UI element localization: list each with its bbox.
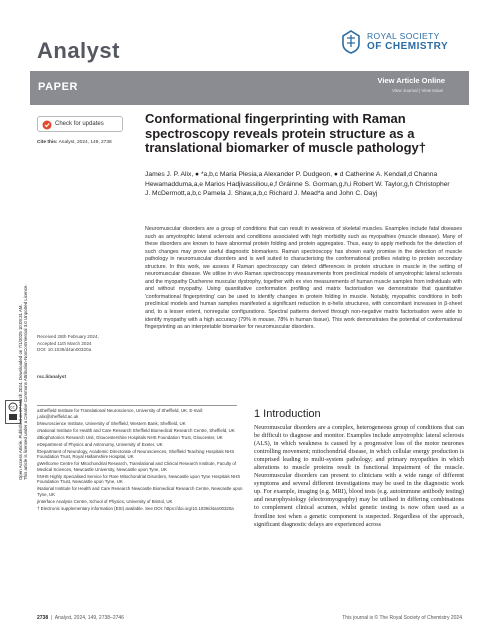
- licence-line-2[interactable]: This article is licensed under a Creative Commons Attribution-NonCommercial 3.0 Unported Licence.: [23, 284, 28, 480]
- view-journal-link[interactable]: View Journal | View Issue: [391, 88, 443, 93]
- publisher-line-2: OF CHEMISTRY: [367, 41, 449, 52]
- citation: [37, 140, 112, 145]
- rsc-crest-icon: [341, 30, 361, 54]
- affiliation-item: gWellcome Centre for Mitochondrial Research, Translational and Clinical Research Institute, Faculty of Medical Sciences, Newcastle University, Newcastle upon Tyne, UK: [37, 461, 237, 472]
- received-date: Received 28th February 2024,: [37, 334, 99, 339]
- view-article-online-link[interactable]: View Article Online: [377, 76, 445, 85]
- licence-text: [18, 150, 28, 480]
- article-dates: [37, 334, 99, 354]
- footer-journal-note: This journal is © The Royal Society of Chemistry 2024: [342, 615, 462, 621]
- esi-note[interactable]: † Electronic supplementary information (ESI) available. See DOI: https://doi.org/10.1039/d4an00320a: [37, 505, 234, 511]
- journal-link[interactable]: rsc.li/analyst: [37, 375, 67, 380]
- affiliation-item: bNeuroscience Institute, University of Sheffield, Western Bank, Sheffield, UK: [37, 420, 186, 426]
- affiliation-item: jInterface Analysis Centre, School of Physics, University of Bristol, UK: [37, 498, 173, 504]
- author-list: James J. P. Alix, ● *a,b,c Maria Plesia,a Alexander P. Dudgeon, ● d Catherine A. Kendall,d Channa Hewamadduma,a,e Marios Hadjivassiliou,e,f Gráinne S. Gorman,g,h,i Robert W. Taylor,g,h Christopher J. McDermott,a,b,c Pamela J. Shaw,a,b,c Richard J. Mead*a and John C. Dayj: [145, 171, 450, 198]
- affiliation-item: dBiophotonics Research Unit, Gloucestershire Hospitals NHS Foundation Trust, Gloucester, UK: [37, 434, 223, 440]
- affiliation-item: iNational Institute for Health and Care Research Newcastle Biomedical Research Centre, Newcastle upon Tyne, UK: [37, 486, 243, 497]
- affiliations-divider: [37, 405, 237, 406]
- footer-citation-text: Analyst, 2024, 149, 2738–2746: [54, 615, 124, 621]
- footer-citation: 2738 | Analyst, 2024, 149, 2738–2746: [37, 615, 124, 621]
- affiliation-item: hNHS Highly Specialised Service for Rare Mitochondrial Disorders, Newcastle upon Tyne Hospitals NHS Foundation Trust, Newcastle upon Tyne, UK: [37, 473, 241, 485]
- publisher-line-1: ROYAL SOCIETY: [367, 31, 440, 41]
- check-updates-label: Check for updates: [55, 121, 104, 127]
- article-type: PAPER: [38, 81, 79, 93]
- cc-licence-icon[interactable]: [5, 400, 21, 424]
- affiliation-item: aSheffield Institute for Translational Neuroscience, University of Sheffield, UK. E-mail: j.alix@sheffield.ac.uk: [37, 408, 204, 419]
- cite-text: Analyst, 2024, 149, 2738: [58, 140, 112, 145]
- article-type-band: [30, 71, 469, 105]
- introduction-paragraph: Neuromuscular disorders are a complex, heterogeneous group of conditions that can be difficult to diagnose and monitor. Examples include amyotrophic lateral sclerosis (ALS), in which weakness is caused by a progressive loss of the motor neurones controlling movement; mitochondrial disease, in which cellular energy production is comprised leading to multi-system pathology; and primary myopathies in which alterations to muscle proteins result in functional impairment of the muscle. Neuromuscular disorders can present to clinicians with a wide range of different symptoms and several different investigations may be used in the diagnostic work up. For example, imaging (e.g. MRI), blood tests (e.g. autoimmune antibody testing) and neurophysiology (electromyography) may be utilised in differing combinations to complement clinical acumen, whilst genetic testing is now often used as a frontline test when a genetic component is suspected. Regardless of the approach, significant diagnostic delays are experienced across: [254, 425, 464, 528]
- journal-name: Analyst: [37, 38, 120, 63]
- affiliation-item: fDepartment of Neurology, Academic Directorate of Neurosciences, Sheffield Teaching Hospitals NHS Foundation Trust, Royal Hallamshire Hospital, UK: [37, 448, 235, 460]
- check-updates-button[interactable]: [37, 116, 123, 132]
- affiliation-item: eDepartment of Physics and Astronomy, University of Exeter, UK: [37, 441, 163, 447]
- check-updates-icon: [42, 120, 52, 130]
- accepted-date: Accepted 11th March 2024: [37, 340, 92, 346]
- affiliation-item: cNational Institute for Health and Care Research Sheffield Biomedical Research Centre, Sheffield, UK: [37, 427, 235, 433]
- cite-label: Cite this:: [37, 140, 58, 145]
- affiliations: [37, 408, 243, 513]
- doi-link[interactable]: DOI: 10.1039/d4an00320a: [37, 347, 92, 353]
- licence-line-1: Open Access Article. Published on 27 March 2024. Downloaded on 7/1/2025 10:09:31 AM.: [18, 304, 23, 480]
- publisher-logo[interactable]: [341, 28, 461, 58]
- side-margin: [6, 60, 28, 480]
- page-number: 2738: [37, 615, 49, 621]
- svg-text:cc: cc: [10, 404, 15, 410]
- section-heading-introduction: 1 Introduction: [254, 408, 321, 420]
- abstract: Neuromuscular disorders are a group of conditions that can result in weakness of skeletal muscles. Examples include fatal diseases such as amyotrophic lateral sclerosis and conditions associated with high morbidity such as myopathies (muscle disease). Many of these disorders are known to have abnormal protein folding and protein aggregates. Thus, easy to apply methods for the detection of such changes may prove useful diagnostic biomarkers. Raman spectroscopy has shown early promise in the detection of muscle pathology in neuromuscular disorders and is well suited to characterising the conformational profiles relating to protein secondary structure. In this work, we assess if Raman spectroscopy can detect differences in protein structure in muscle in the setting of neuromuscular disease. We utilise in vivo Raman spectroscopy measurements from preclinical models of amyotrophic lateral sclerosis and the myopathy Duchenne muscular dystrophy, together with ex vivo measurements of human muscle samples from individuals with and without myopathy. Using quantitative conformation profiling and matrix factorisation we demonstrate that quantitative 'conformational fingerprinting' can be used to identify changes in protein folding in muscle. Notably, myopathic conditions in both preclinical models and human samples manifested a significant reduction in α-helix structures, with concomitant increases in β-sheet and, to a lesser extent, nonregular configurations. Spectral patterns derived through non-negative matrix factorisation were able to identify myopathy with a high accuracy (79% in mouse, 78% in human tissue). This work demonstrates the potential of conformational fingerprinting as an interpretable biomarker for neuromuscular disorders.: [145, 226, 462, 331]
- article-title: Conformational fingerprinting with Raman spectroscopy reveals protein structure as a translational biomarker of muscle pathology†: [145, 111, 427, 155]
